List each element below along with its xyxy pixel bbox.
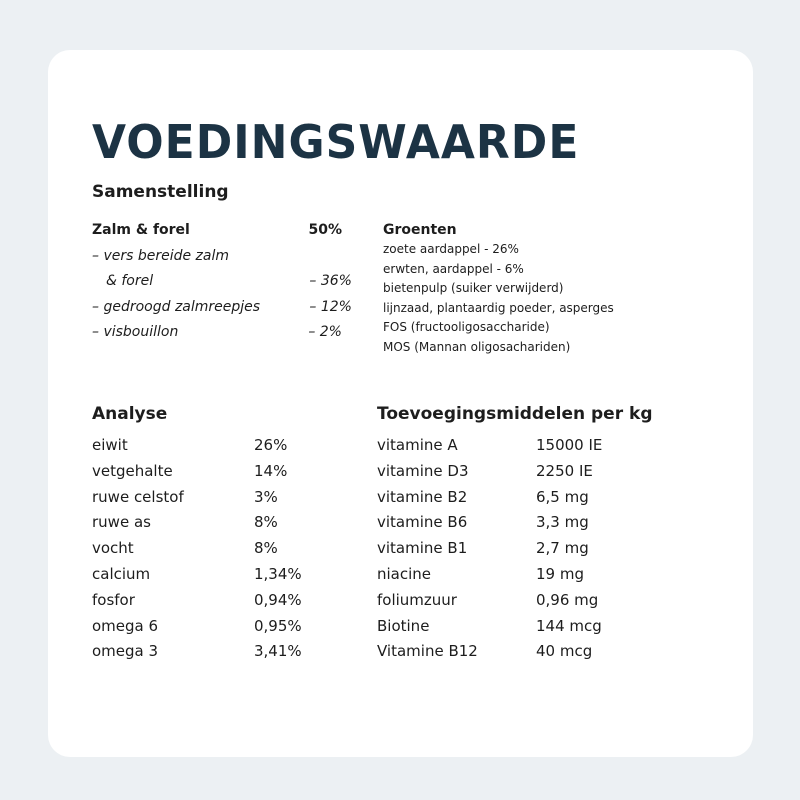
additive-value: 2250 IE — [536, 461, 593, 480]
analyse-name: eiwit — [92, 436, 128, 454]
composition-sub-row — [92, 269, 352, 295]
additive-name: vitamine D3 — [377, 461, 469, 480]
analyse-row — [92, 614, 302, 640]
composition-sub-label: – gedroogd zalmreepjes — [92, 298, 261, 315]
additive-name: Biotine — [377, 616, 430, 635]
page-title: VOEDINGSWAARDE — [92, 116, 580, 170]
additive-name: niacine — [377, 564, 432, 583]
analyse-row — [92, 588, 302, 614]
analyse-value: 14% — [254, 461, 288, 480]
groenten-block — [383, 220, 683, 358]
additive-row — [377, 639, 602, 665]
analyse-row — [92, 510, 302, 536]
samenstelling-heading: Samenstelling — [92, 182, 229, 202]
composition-main-pct: 50% — [308, 222, 342, 238]
composition-sub-label: & forel — [106, 273, 154, 289]
additive-row — [377, 510, 602, 536]
analyse-value: 0,94% — [254, 590, 302, 609]
analyse-value: 26% — [254, 436, 288, 454]
toevoegingsmiddelen-heading: Toevoegingsmiddelen per kg — [377, 404, 653, 424]
analyse-value: 3,41% — [254, 642, 302, 661]
composition-sub-row — [92, 244, 352, 270]
additive-value: 6,5 mg — [536, 487, 589, 506]
composition-sub-row — [92, 295, 352, 321]
additive-value: 40 mcg — [536, 642, 593, 661]
additive-value: 0,96 mg — [536, 590, 599, 609]
additive-value: 144 mcg — [536, 616, 602, 635]
groenten-item: erwten, aardappel - 6% — [383, 261, 524, 276]
composition-sub-pct: – 12% — [309, 298, 352, 315]
analyse-row — [92, 459, 302, 485]
analyse-value: 1,34% — [254, 564, 302, 583]
additive-name: vitamine A — [377, 436, 458, 454]
analyse-value: 3% — [254, 487, 278, 506]
additive-row — [377, 562, 602, 588]
analyse-value: 0,95% — [254, 616, 302, 635]
additive-row — [377, 433, 602, 459]
additive-row — [377, 459, 602, 485]
groenten-heading: Groenten — [383, 222, 457, 238]
composition-main-row — [92, 218, 352, 244]
groenten-item: MOS (Mannan oligosachariden) — [383, 339, 571, 354]
additive-value: 3,3 mg — [536, 513, 589, 532]
analyse-table — [92, 433, 302, 665]
additive-name: vitamine B1 — [377, 539, 468, 558]
composition-sub-label: – visbouillon — [92, 324, 179, 340]
analyse-row — [92, 433, 302, 459]
additive-row — [377, 485, 602, 511]
analyse-name: fosfor — [92, 590, 135, 609]
analyse-row — [92, 562, 302, 588]
analyse-name: vocht — [92, 539, 134, 558]
analyse-heading: Analyse — [92, 404, 168, 424]
analyse-value: 8% — [254, 513, 278, 532]
analyse-value: 8% — [254, 539, 278, 558]
additive-row — [377, 536, 602, 562]
analyse-name: calcium — [92, 564, 151, 583]
composition-main — [92, 218, 352, 346]
groenten-item: lijnzaad, plantaardig poeder, asperges — [383, 300, 614, 315]
analyse-name: vetgehalte — [92, 461, 173, 480]
analyse-name: ruwe as — [92, 513, 151, 532]
groenten-item: bietenpulp (suiker verwijderd) — [383, 281, 564, 296]
additive-name: vitamine B6 — [377, 513, 468, 532]
analyse-name: omega 6 — [92, 616, 159, 635]
composition-sub-label: – vers bereide zalm — [92, 247, 230, 264]
toevoegingsmiddelen-table — [377, 433, 602, 665]
analyse-name: ruwe celstof — [92, 487, 184, 506]
groenten-item: FOS (fructooligosaccharide) — [383, 320, 550, 335]
additive-name: foliumzuur — [377, 590, 457, 609]
composition-sub-pct: – 36% — [309, 273, 352, 289]
additive-name: Vitamine B12 — [377, 642, 478, 661]
composition-sub-pct: – 2% — [308, 324, 342, 340]
additive-value: 19 mg — [536, 564, 584, 583]
analyse-name: omega 3 — [92, 642, 159, 661]
analyse-row — [92, 485, 302, 511]
composition-sub-row — [92, 320, 352, 346]
additive-value: 2,7 mg — [536, 539, 589, 558]
composition-main-label: Zalm & forel — [92, 222, 190, 238]
additive-name: vitamine B2 — [377, 487, 468, 506]
analyse-row — [92, 536, 302, 562]
additive-value: 15000 IE — [536, 436, 603, 454]
additive-row — [377, 588, 602, 614]
groenten-item: zoete aardappel - 26% — [383, 242, 519, 256]
additive-row — [377, 614, 602, 640]
analyse-row — [92, 639, 302, 665]
